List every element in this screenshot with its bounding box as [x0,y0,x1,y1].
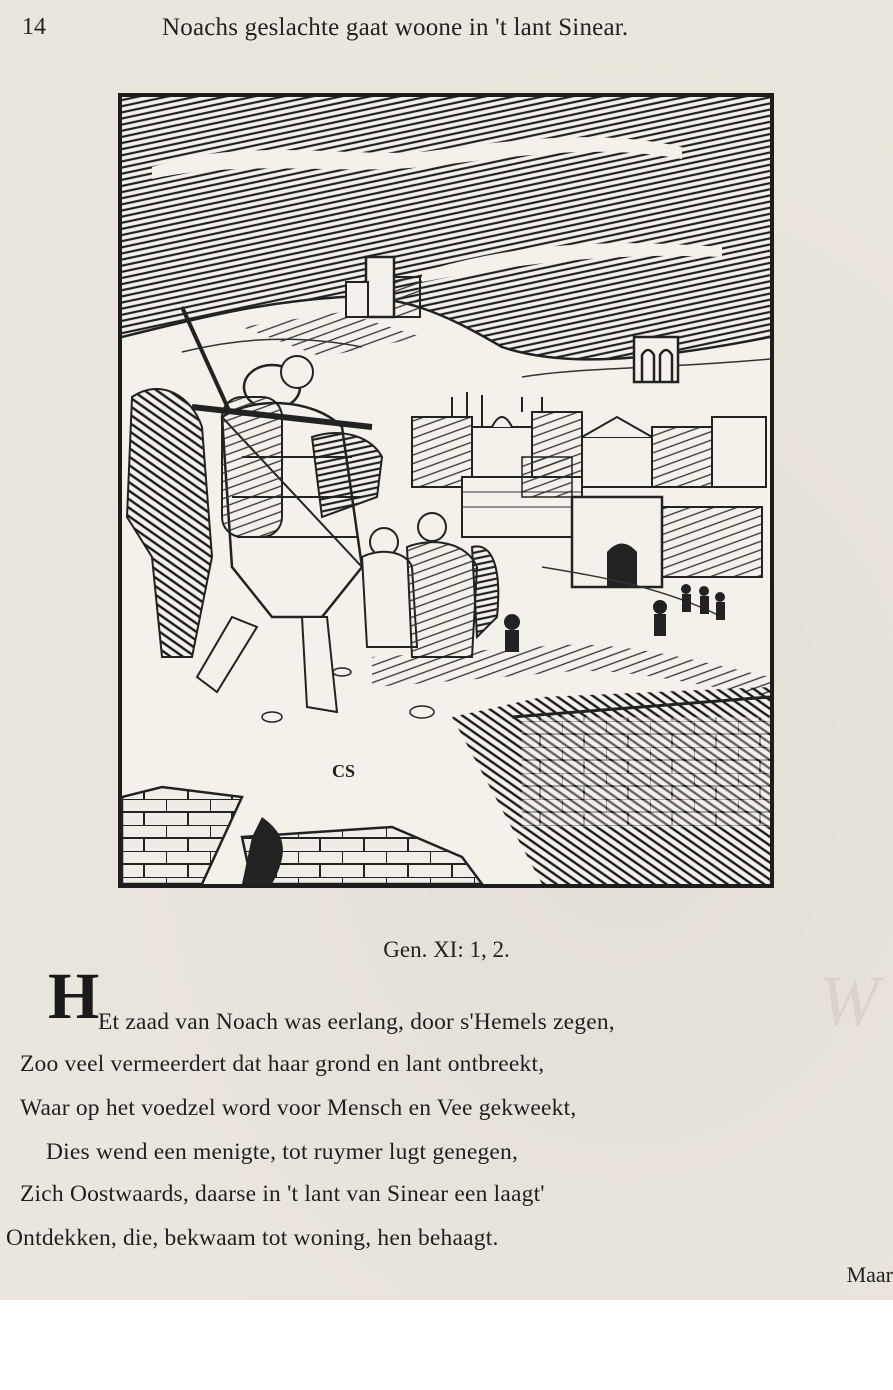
woodcut-scene [122,97,770,884]
bible-reference: Gen. XI: 1, 2. [383,937,510,962]
verse-line: Zich Oostwaards, daarse in 't lant van Sinear een laagt' [20,1181,545,1207]
ruin-arches [634,337,678,382]
woodcut-monogram: CS [332,761,356,781]
verse-line: Zoo veel vermeerdert dat haar grond en lant ontbreekt, [20,1051,545,1077]
verse-line: Ontdekken, die, bekwaam tot woning, hen behaagt. [6,1225,499,1251]
page-number: 14 [22,14,46,40]
castle-tower [366,257,394,317]
show-through-decoration: W [819,961,879,1041]
verse-line: Dies wend een menigte, tot ruymer lugt genegen, [46,1139,519,1165]
verse-line: Et zaad van Noach was eerlang, door s'Hemels zegen, [98,1009,615,1035]
drop-cap: H [48,960,100,1033]
running-head: Noachs geslachte gaat woone in 't lant Sinear. [162,14,629,41]
woodcut-illustration [118,93,774,888]
verse-line: Waar op het voedzel word voor Mensch en Vee gekweekt, [20,1095,577,1121]
bottom-margin [0,1300,893,1390]
catchword: Maar [846,1262,893,1287]
